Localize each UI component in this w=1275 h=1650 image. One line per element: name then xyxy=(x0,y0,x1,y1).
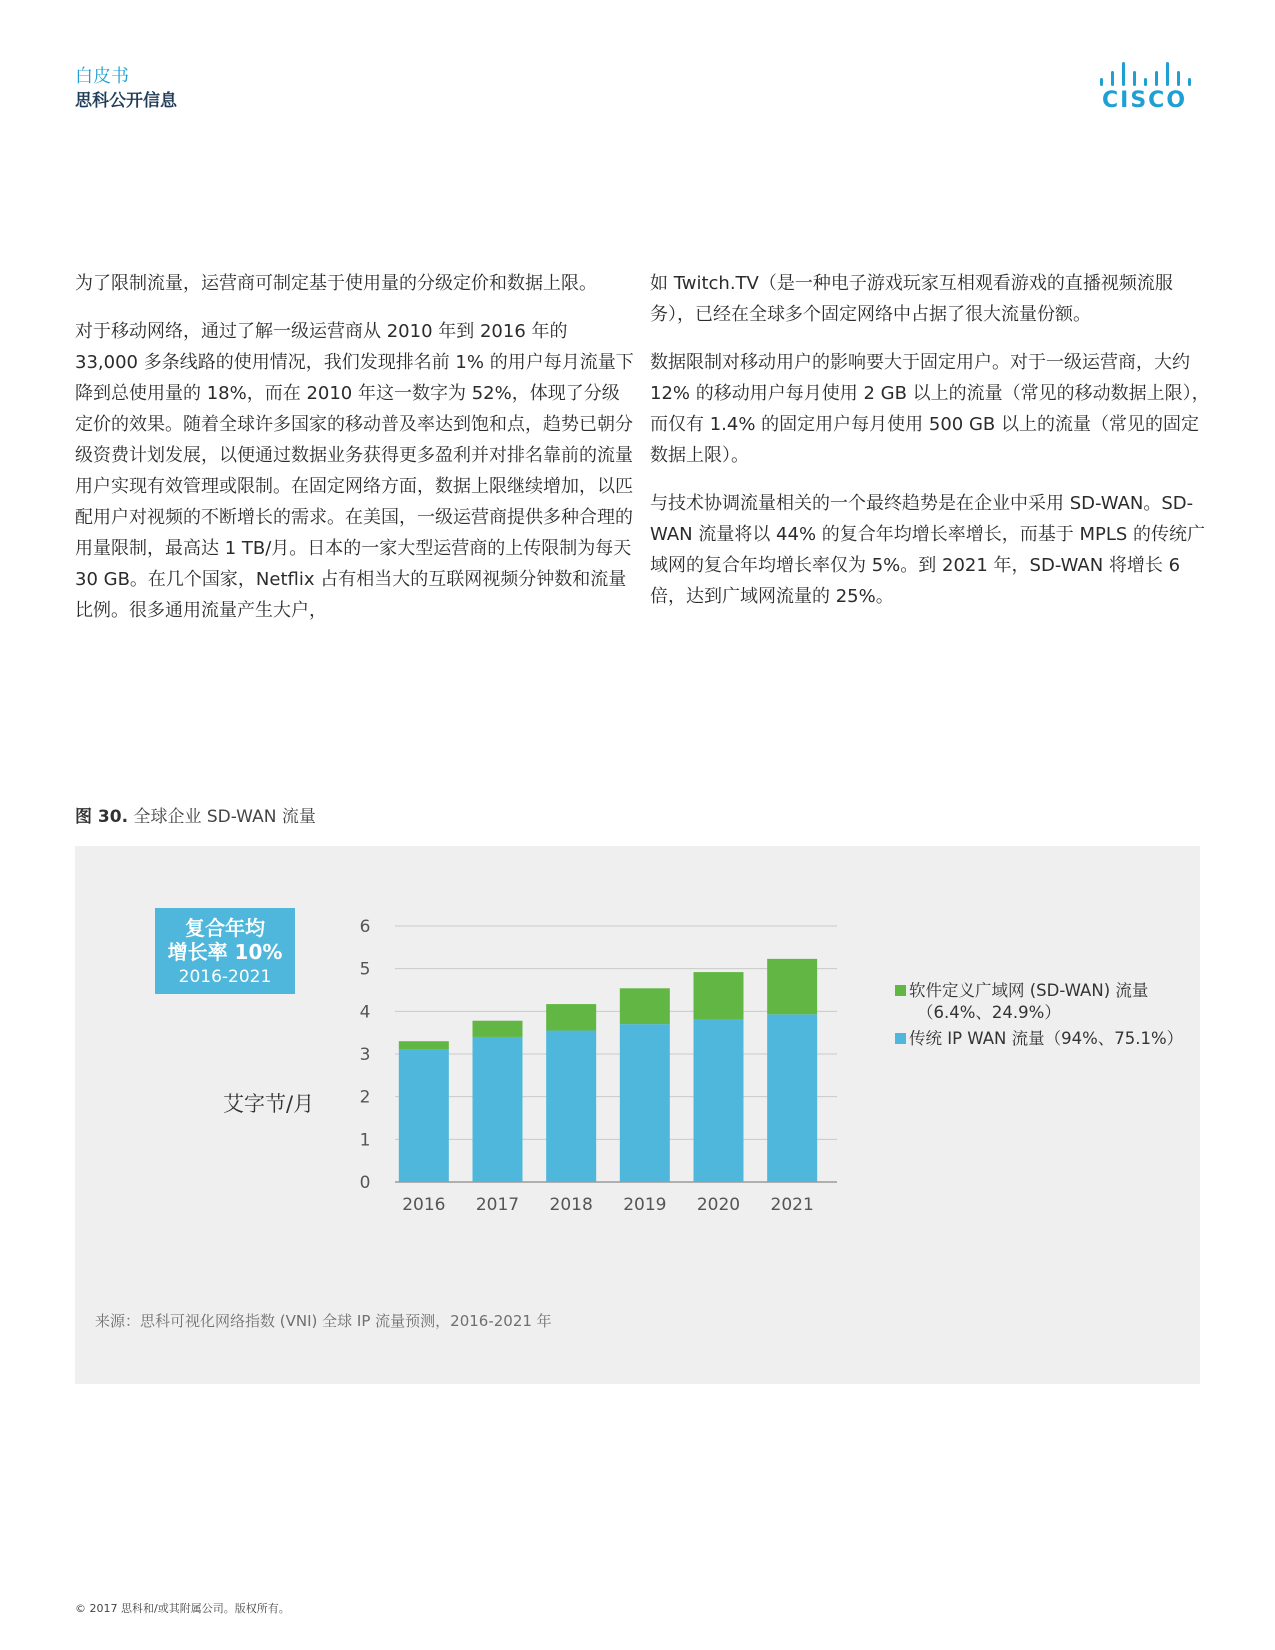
bar-segment-wan xyxy=(546,1031,596,1182)
figure-caption xyxy=(75,802,316,827)
y-axis-label: 艾字节/月 xyxy=(223,1092,315,1116)
legend-label-sdwan: 软件定义广域网 (SD-WAN) 流量 xyxy=(909,981,1149,1000)
paragraph: 对于移动网络，通过了解一级运营商从 2010 年到 2016 年的 33,000 多条线路的使用情况，我们发现排名前 1% 的用户每月流量下降到总使用量的 18%，而在 2010 年这一数字为 52%，体现了分级定价的效果。随着全球许多国家的移动普及率达到饱和点，趋势已朝分级资费计划发展，以便通过数据业务获得更多盈利并对排名靠前的流量用户实现有效管理或限制。在固定网络方面，数据上限继续增加，以匹配用户对视频的不断增长的需求。在美国，一级运营商提供多种合理的用量限制，最高达 1 TB/月。日本的一家大型运营商的上传限制为每天 30 GB。在几个国家，Netflix 占有相当大的互联网视频分钟数和流量比例。很多通用流量产生大户， xyxy=(75,321,634,621)
stacked-bar-chart xyxy=(75,846,895,1266)
x-tick-label: 2016 xyxy=(402,1195,446,1215)
cagr-line2: 增长率 10% xyxy=(167,940,283,964)
cisco-logo xyxy=(1100,62,1200,117)
chart-legend xyxy=(895,980,1195,1054)
body-left-column xyxy=(75,268,635,643)
bar-segment-wan xyxy=(473,1037,523,1182)
x-tick-label: 2018 xyxy=(549,1195,593,1215)
y-tick-label: 1 xyxy=(359,1130,371,1151)
cisco-bars-icon xyxy=(1100,62,1200,86)
body-right-column xyxy=(650,268,1210,629)
legend-label-wan: 传统 IP WAN 流量（94%、75.1%） xyxy=(909,1029,1184,1048)
legend-swatch-wan xyxy=(895,1033,906,1044)
paragraph: 为了限制流量，运营商可制定基于使用量的分级定价和数据上限。 xyxy=(75,273,597,294)
y-tick-label: 2 xyxy=(359,1087,371,1108)
bar-segment-sdwan xyxy=(620,988,670,1024)
x-tick-label: 2017 xyxy=(475,1195,520,1215)
legend-item-sdwan xyxy=(895,980,1195,1024)
legend-item-wan xyxy=(895,1028,1195,1050)
x-tick-label: 2020 xyxy=(696,1195,741,1215)
y-tick-label: 5 xyxy=(359,959,371,980)
x-tick-label: 2019 xyxy=(623,1195,667,1215)
bar-segment-wan xyxy=(767,1014,817,1182)
bar-segment-sdwan xyxy=(546,1004,596,1030)
bar-segment-sdwan xyxy=(473,1021,523,1037)
y-tick-label: 4 xyxy=(359,1002,371,1023)
figure-title: 全球企业 SD-WAN 流量 xyxy=(133,807,316,827)
bar-segment-sdwan xyxy=(399,1041,449,1050)
x-tick-label: 2021 xyxy=(770,1195,814,1215)
figure-panel xyxy=(75,846,1200,1384)
header-classification: 思科公开信息 xyxy=(75,91,177,111)
bar-segment-wan xyxy=(694,1019,744,1182)
cagr-years: 2016-2021 xyxy=(178,967,272,987)
paragraph: 与技术协调流量相关的一个最终趋势是在企业中采用 SD-WAN。SD-WAN 流量将以 44% 的复合年均增长率增长，而基于 MPLS 的传统广域网的复合年均增长率仅为 5%。到 2021 年，SD-WAN 将增长 6 倍，达到广域网流量的 25%。 xyxy=(650,493,1206,607)
bar-segment-sdwan xyxy=(694,972,744,1019)
bar-segment-wan xyxy=(620,1024,670,1182)
legend-swatch-sdwan xyxy=(895,985,906,996)
cisco-wordmark: CISCO xyxy=(1102,88,1188,113)
bar-segment-wan xyxy=(399,1050,449,1182)
y-tick-label: 0 xyxy=(359,1173,371,1193)
paragraph: 数据限制对移动用户的影响要大于固定用户。对于一级运营商，大约 12% 的移动用户每月使用 2 GB 以上的流量（常见的移动数据上限），而仅有 1.4% 的固定用户每月使用 500 GB 以上的流量（常见的固定数据上限）。 xyxy=(650,352,1210,466)
bar-segment-sdwan xyxy=(767,959,817,1014)
y-tick-label: 3 xyxy=(359,1045,371,1065)
figure-number: 图 30. xyxy=(75,807,129,827)
footer-copyright: © 2017 思科和/或其附属公司。版权所有。 xyxy=(75,1602,290,1615)
paragraph: 如 Twitch.TV（是一种电子游戏玩家互相观看游戏的直播视频流服务），已经在全球多个固定网络中占据了很大流量份额。 xyxy=(650,273,1173,325)
y-tick-label: 6 xyxy=(359,917,371,937)
legend-label-sdwan-share: （6.4%、24.9%） xyxy=(917,1003,1061,1022)
figure-source: 来源：思科可视化网络指数 (VNI) 全球 IP 流量预测，2016-2021 年 xyxy=(95,1312,552,1330)
cagr-line1: 复合年均 xyxy=(185,916,265,940)
header-doc-type: 白皮书 xyxy=(75,66,129,87)
